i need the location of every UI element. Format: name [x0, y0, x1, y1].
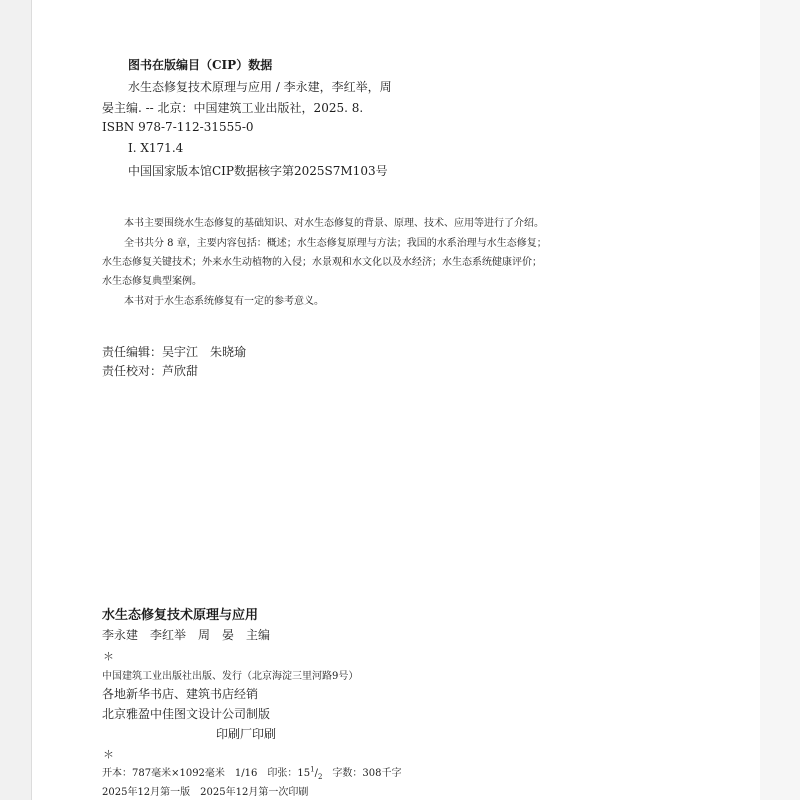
- separator-star-1: ＊: [103, 650, 114, 663]
- edition-line: 2025年12月第一版 2025年12月第一次印刷: [102, 787, 309, 798]
- publisher-line: 中国建筑工业出版社出版、发行（北京海淀三里河路9号）: [102, 671, 359, 682]
- printer-line: 印刷厂印刷: [216, 727, 277, 741]
- summary-paragraph-2-line-2: 水生态修复关键技术；外来水生动植物的入侵；水景观和水文化以及水经济；水生态系统健康评价；: [102, 257, 542, 268]
- cip-line-1: 水生态修复技术原理与应用 / 李永建，李红举，周: [128, 80, 392, 94]
- cip-title: 图书在版编目（CIP）数据: [128, 58, 273, 72]
- cip-isbn: ISBN 978-7-112-31555-0: [102, 120, 254, 134]
- format-main-text: 开本：787毫米×1092毫米 1/16 印张：15: [102, 768, 311, 779]
- book-title: 水生态修复技术原理与应用: [102, 608, 259, 623]
- responsible-proofreader: 责任校对：芦欣甜: [102, 364, 199, 378]
- format-sheets-denominator: 2: [317, 773, 323, 781]
- adjacent-page-edge: [760, 0, 800, 800]
- cip-line-2: 晏主编. -- 北京：中国建筑工业出版社，2025. 8.: [102, 101, 364, 115]
- responsible-editors: 责任编辑：吴宇江 朱晓瑜: [102, 345, 247, 359]
- summary-paragraph-2-line-3: 水生态修复典型案例。: [102, 276, 202, 287]
- typesetter-line: 北京雅盈中佳图文设计公司制版: [102, 707, 271, 721]
- format-sheets-slash: /: [314, 768, 318, 779]
- separator-star-2: ＊: [103, 748, 114, 761]
- format-sheets-numerator: 1: [310, 765, 315, 774]
- summary-paragraph-2-line-1: 全书共分 8 章，主要内容包括：概述；水生态修复原理与方法；我国的水系治理与水生态修复；: [124, 238, 547, 249]
- format-line: [102, 764, 402, 781]
- summary-paragraph-3: 本书对于水生态系统修复有一定的参考意义。: [124, 296, 324, 307]
- cip-record-number: 中国国家版本馆CIP数据核字第2025S7M103号: [128, 164, 388, 178]
- book-authors: 李永建 李红举 周 晏 主编: [102, 628, 271, 642]
- distributor-line: 各地新华书店、建筑书店经销: [102, 687, 259, 701]
- cip-classification: Ⅰ. X171.4: [128, 141, 184, 155]
- format-word-count: 字数：308千字: [322, 768, 402, 779]
- summary-paragraph-1: 本书主要围绕水生态修复的基础知识、对水生态修复的背景、原理、技术、应用等进行了介绍。: [124, 218, 544, 229]
